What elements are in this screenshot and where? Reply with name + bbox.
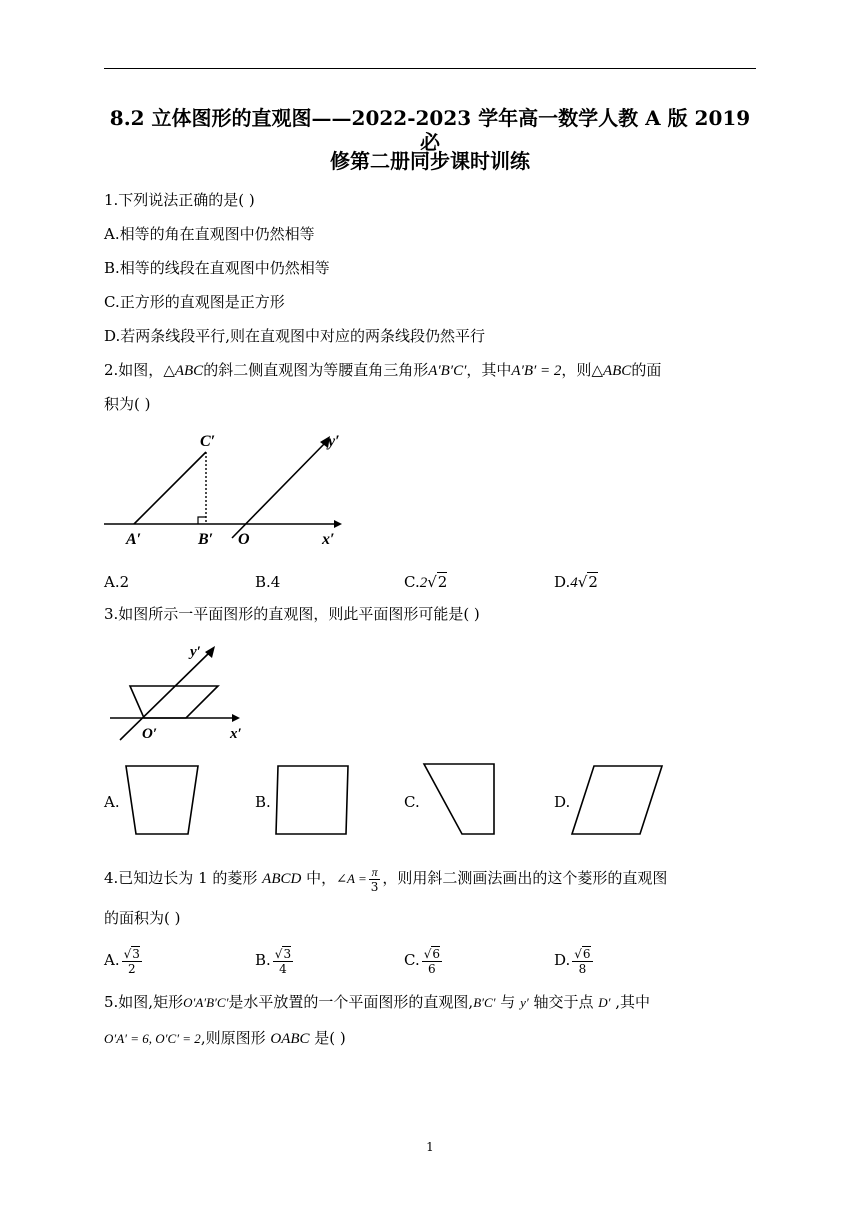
- q2-label-a: A′: [126, 531, 142, 548]
- q3-option-b-trapezoid: [276, 766, 348, 834]
- q2-figure: [104, 428, 354, 552]
- q3-option-b-shape: [270, 760, 354, 840]
- page-title-line2: 修第二册同步课时训练: [330, 149, 530, 173]
- q2-label-x: x′: [322, 531, 335, 548]
- q4-option-d: D. $\frac{√6}{8}$: [554, 946, 591, 976]
- q2-stem-line2: 积为( ): [104, 395, 151, 413]
- q3-y-axis: [120, 652, 210, 740]
- q3-option-b-label: B.: [255, 793, 271, 811]
- q3-option-d-label: D.: [554, 793, 571, 811]
- q2-right-angle-mark: [198, 517, 206, 524]
- q4-stem-line2: 的面积为( ): [104, 909, 181, 927]
- q4-stem: 4.已知边长为 1 的菱形 ABCD 中，∠A = $\frac{\pi}{3}$ ，则用斜二测画法画出的这个菱形的直观图: [104, 864, 668, 894]
- q4-option-a-fraction: $\frac{√3}{2}$: [123, 946, 140, 976]
- q2-x-arrow-icon: [334, 520, 342, 528]
- q2-option-d: D.4√2: [554, 573, 598, 591]
- q4-option-d-fraction: $\frac{√6}{8}$: [574, 946, 591, 976]
- q1-stem: 1.下列说法正确的是( ): [104, 191, 255, 209]
- q2-label-y: y′: [328, 433, 340, 450]
- q3-x-arrow-icon: [232, 714, 240, 722]
- q3-option-c-label: C.: [404, 793, 420, 811]
- q3-label-o: O′: [142, 726, 158, 742]
- q3-option-a-trapezoid: [126, 766, 198, 834]
- q2-label-b: B′: [198, 531, 214, 548]
- q4-option-b: B. $\frac{√3}{4}$: [255, 946, 292, 976]
- q3-option-c-shape: [420, 760, 504, 840]
- q4-option-b-fraction: $\frac{√3}{4}$: [274, 946, 292, 976]
- q3-label-x: x′: [230, 726, 242, 742]
- q4-angle-fraction: $\frac{\pi}{3}$: [370, 864, 379, 894]
- q5-stem: 5.如图,矩形O′A′B′C′是水平放置的一个平面图形的直观图,B′C′ 与 y′ 轴交于点 D′ ,其中: [104, 993, 651, 1011]
- q3-option-a-shape: [120, 760, 204, 840]
- q2-option-b: B.4: [255, 573, 281, 591]
- q4-option-a: A. $\frac{√3}{2}$: [104, 946, 140, 976]
- q3-label-y: y′: [190, 644, 201, 660]
- q3-trapezoid: [130, 686, 218, 718]
- q2-option-c: C.2√2: [404, 573, 448, 591]
- q3-option-a-label: A.: [104, 793, 120, 811]
- page-number: 1: [426, 1140, 434, 1154]
- q1-option-c: C.正方形的直观图是正方形: [104, 293, 285, 311]
- q2-label-o: O: [238, 531, 250, 548]
- q5-stem-line2: O′A′ = 6, O′C′ = 2,则原图形 OABC 是( ): [104, 1029, 346, 1047]
- q3-option-d-shape: [568, 760, 668, 840]
- q1-option-a: A.相等的角在直观图中仍然相等: [104, 225, 315, 243]
- q1-option-b: B.相等的线段在直观图中仍然相等: [104, 259, 330, 277]
- q3-stem: 3.如图所示一平面图形的直观图，则此平面图形可能是( ): [104, 605, 480, 623]
- q3-option-d-parallelogram: [572, 766, 662, 834]
- q2-hypotenuse: [134, 452, 206, 524]
- q2-stem: 2.如图，△ABC的斜二侧直观图为等腰直角三角形A′B′C′，其中A′B′ = 2，则△ABC的面: [104, 361, 662, 379]
- q4-option-c: C. $\frac{√6}{6}$: [404, 946, 441, 976]
- page-title-line1: 8.2 立体图形的直观图——2022-2023 学年高一数学人教 A 版 2019 必: [109, 106, 751, 154]
- q3-figure: [104, 636, 254, 748]
- q1-option-d: D.若两条线段平行,则在直观图中对应的两条线段仍然平行: [104, 327, 486, 345]
- q2-label-c: C′: [200, 433, 216, 450]
- q3-option-c-trapezoid: [424, 764, 494, 834]
- q4-option-c-fraction: $\frac{√6}{6}$: [423, 946, 441, 976]
- header-rule: [104, 68, 756, 69]
- q2-option-a: A.2: [104, 573, 130, 591]
